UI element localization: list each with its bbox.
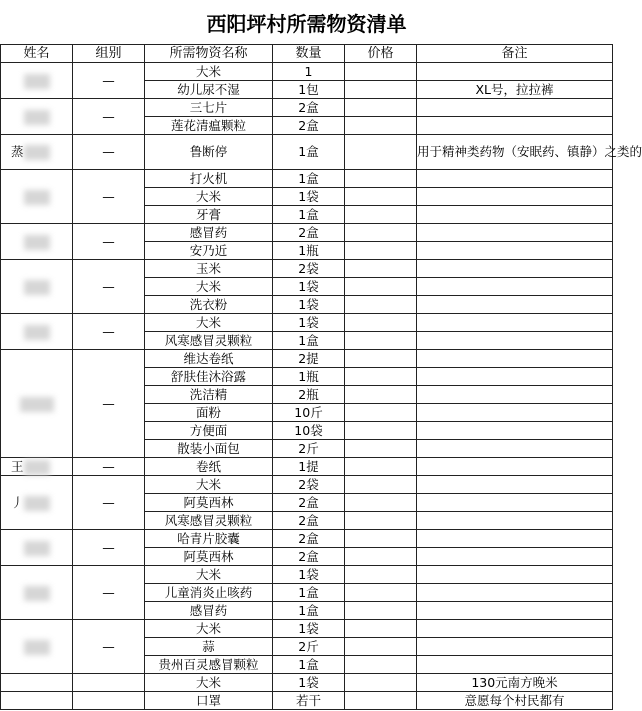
item-cell[interactable]: 阿莫西林 [145,494,273,512]
qty-cell[interactable]: 1 [273,63,345,81]
price-cell[interactable] [345,350,417,368]
header-row [1,45,613,63]
qty-cell[interactable]: 2斤 [273,638,345,656]
price-cell[interactable] [345,63,417,81]
price-cell[interactable] [345,584,417,602]
price-cell[interactable] [345,386,417,404]
item-cell[interactable]: 蒜 [145,638,273,656]
remark-cell[interactable] [417,512,613,530]
qty-cell[interactable]: 1包 [273,81,345,99]
redaction-blur [24,235,50,250]
remark-cell[interactable] [417,206,613,224]
qty-cell[interactable]: 1瓶 [273,242,345,260]
item-cell[interactable]: 舒肤佳沐浴露 [145,368,273,386]
price-cell[interactable] [345,674,417,692]
name-cell[interactable] [1,674,73,692]
qty-cell[interactable]: 1盒 [273,656,345,674]
name-fragment: 丿 [11,494,24,510]
group-cell[interactable]: — [73,458,145,476]
remark-cell[interactable] [417,566,613,584]
remark-cell[interactable] [417,63,613,81]
qty-cell[interactable]: 2提 [273,350,345,368]
remark-cell[interactable] [417,404,613,422]
remark-cell[interactable] [417,548,613,566]
price-cell[interactable] [345,117,417,135]
remark-cell[interactable] [417,638,613,656]
redaction-blur [24,325,50,340]
price-cell[interactable] [345,99,417,117]
remark-cell[interactable] [417,350,613,368]
item-cell[interactable]: 莲花清瘟颗粒 [145,117,273,135]
price-cell[interactable] [345,638,417,656]
qty-cell[interactable]: 1提 [273,458,345,476]
remark-cell[interactable] [417,296,613,314]
price-cell[interactable] [345,170,417,188]
price-cell[interactable] [345,656,417,674]
remark-cell[interactable] [417,242,613,260]
name-fragment: 王 [11,458,24,474]
name-cell-redacted[interactable] [1,566,73,620]
qty-cell[interactable]: 1盒 [273,206,345,224]
item-cell[interactable]: 洗洁精 [145,386,273,404]
qty-cell[interactable]: 10袋 [273,422,345,440]
remark-cell[interactable] [417,440,613,458]
price-cell[interactable] [345,422,417,440]
item-cell[interactable]: 维达卷纸 [145,350,273,368]
remark-cell[interactable] [417,494,613,512]
header-price[interactable]: 价格 [345,45,417,63]
name-cell-redacted[interactable] [1,135,73,170]
header-qty[interactable]: 数量 [273,45,345,63]
qty-cell[interactable]: 2瓶 [273,386,345,404]
price-cell[interactable] [345,332,417,350]
qty-cell[interactable]: 1盒 [273,332,345,350]
price-cell[interactable] [345,242,417,260]
item-cell[interactable]: 大米 [145,476,273,494]
qty-cell[interactable]: 2袋 [273,260,345,278]
name-cell-redacted[interactable] [1,170,73,224]
remark-cell[interactable] [417,314,613,332]
price-cell[interactable] [345,512,417,530]
remark-cell[interactable] [417,224,613,242]
qty-cell[interactable]: 2袋 [273,476,345,494]
remark-cell[interactable] [417,476,613,494]
table-row [1,692,613,710]
item-cell[interactable]: 风寒感冒灵颗粒 [145,332,273,350]
price-cell[interactable] [345,135,417,170]
price-cell[interactable] [345,404,417,422]
remark-cell[interactable]: 130元南方晚米 [417,674,613,692]
price-cell[interactable] [345,530,417,548]
price-cell[interactable] [345,692,417,710]
redaction-blur [24,496,50,511]
table-row [1,224,613,242]
price-cell[interactable] [345,188,417,206]
table-row [1,674,613,692]
item-cell[interactable]: 大米 [145,188,273,206]
remark-cell[interactable] [417,584,613,602]
remark-cell[interactable] [417,458,613,476]
group-cell[interactable]: — [73,260,145,314]
item-cell[interactable]: 打火机 [145,170,273,188]
group-cell[interactable] [73,674,145,692]
price-cell[interactable] [345,458,417,476]
group-cell[interactable]: — [73,350,145,458]
name-cell-redacted[interactable] [1,63,73,99]
item-cell[interactable]: 洗衣粉 [145,296,273,314]
remark-cell[interactable] [417,620,613,638]
group-cell[interactable]: — [73,224,145,260]
redaction-blur [24,280,50,295]
qty-cell[interactable]: 2盒 [273,224,345,242]
price-cell[interactable] [345,296,417,314]
item-cell[interactable]: 大米 [145,314,273,332]
name-cell-redacted[interactable] [1,224,73,260]
item-cell[interactable]: 大米 [145,63,273,81]
qty-cell[interactable]: 2盒 [273,548,345,566]
qty-cell[interactable]: 2斤 [273,440,345,458]
price-cell[interactable] [345,494,417,512]
remark-cell[interactable] [417,422,613,440]
remark-cell[interactable]: XL号，拉拉裤 [417,81,613,99]
item-cell[interactable]: 幼儿尿不湿 [145,81,273,99]
name-fragment: 蒸 [11,144,24,159]
qty-cell[interactable]: 1袋 [273,188,345,206]
price-cell[interactable] [345,368,417,386]
table-row [1,350,613,368]
qty-cell[interactable]: 2盒 [273,99,345,117]
remark-cell[interactable]: 用于精神类药物（安眠药、镇静）之类的 [417,135,613,170]
qty-cell[interactable]: 1盒 [273,170,345,188]
group-cell[interactable]: — [73,530,145,566]
table-row [1,566,613,584]
table-row [1,458,613,476]
table-row [1,530,613,548]
group-cell[interactable]: — [73,99,145,135]
sheet-title: 西阳坪村所需物资清单 [206,11,407,36]
item-cell[interactable]: 牙膏 [145,206,273,224]
price-cell[interactable] [345,314,417,332]
item-cell[interactable]: 感冒药 [145,224,273,242]
group-cell[interactable]: — [73,566,145,620]
qty-cell[interactable]: 1袋 [273,620,345,638]
item-cell[interactable]: 鲁断停 [145,135,273,170]
group-cell[interactable]: — [73,314,145,350]
qty-cell[interactable]: 1袋 [273,314,345,332]
redaction-blur [24,640,50,655]
name-cell-redacted[interactable] [1,99,73,135]
remark-cell[interactable] [417,656,613,674]
header-item[interactable]: 所需物资名称 [145,45,273,63]
qty-cell[interactable]: 1盒 [273,602,345,620]
price-cell[interactable] [345,206,417,224]
price-cell[interactable] [345,224,417,242]
header-group[interactable]: 组别 [73,45,145,63]
name-cell-redacted[interactable] [1,458,73,476]
item-cell[interactable]: 感冒药 [145,602,273,620]
item-cell[interactable]: 贵州百灵感冒颗粒 [145,656,273,674]
price-cell[interactable] [345,81,417,99]
price-cell[interactable] [345,602,417,620]
name-cell-redacted[interactable] [1,260,73,314]
name-cell-redacted[interactable] [1,476,73,530]
qty-cell[interactable]: 1瓶 [273,368,345,386]
table-row [1,476,613,494]
remark-cell[interactable] [417,260,613,278]
item-cell[interactable]: 玉米 [145,260,273,278]
qty-cell[interactable]: 若干 [273,692,345,710]
remark-cell[interactable] [417,99,613,117]
qty-cell[interactable]: 1袋 [273,566,345,584]
table-row [1,170,613,188]
remark-cell[interactable] [417,368,613,386]
item-cell[interactable]: 风寒感冒灵颗粒 [145,512,273,530]
table-row [1,314,613,332]
item-cell[interactable]: 大米 [145,566,273,584]
group-cell[interactable]: — [73,170,145,224]
remark-cell[interactable] [417,188,613,206]
item-cell[interactable]: 阿莫西林 [145,548,273,566]
group-cell[interactable]: — [73,620,145,674]
qty-cell[interactable]: 1盒 [273,584,345,602]
qty-cell[interactable]: 2盒 [273,512,345,530]
item-cell[interactable]: 三七片 [145,99,273,117]
price-cell[interactable] [345,476,417,494]
item-cell[interactable]: 卷纸 [145,458,273,476]
item-cell[interactable]: 面粉 [145,404,273,422]
qty-cell[interactable]: 1盒 [273,135,345,170]
price-cell[interactable] [345,440,417,458]
table-row [1,260,613,278]
redaction-blur [24,145,50,160]
group-cell[interactable]: — [73,476,145,530]
table-row [1,63,613,81]
price-cell[interactable] [345,620,417,638]
name-cell-redacted[interactable] [1,314,73,350]
item-cell[interactable]: 口罩 [145,692,273,710]
name-cell[interactable] [1,692,73,710]
remark-cell[interactable] [417,530,613,548]
name-cell-redacted[interactable] [1,530,73,566]
price-cell[interactable] [345,260,417,278]
item-cell[interactable]: 散装小面包 [145,440,273,458]
item-cell[interactable]: 安乃近 [145,242,273,260]
qty-cell[interactable]: 2盒 [273,117,345,135]
remark-cell[interactable] [417,170,613,188]
redaction-blur [24,586,50,601]
item-cell[interactable]: 大米 [145,278,273,296]
redaction-blur [24,190,50,205]
table-row [1,99,613,117]
qty-cell[interactable]: 1袋 [273,278,345,296]
redaction-blur [24,460,50,475]
redaction-blur [20,397,54,412]
name-cell-redacted[interactable] [1,620,73,674]
header-name[interactable]: 姓名 [1,45,73,63]
item-cell[interactable]: 方便面 [145,422,273,440]
item-cell[interactable]: 儿童消炎止咳药 [145,584,273,602]
supplies-table [0,44,642,710]
redaction-blur [24,74,50,89]
qty-cell[interactable]: 1袋 [273,674,345,692]
remark-cell[interactable] [417,602,613,620]
group-cell[interactable]: — [73,135,145,170]
item-cell[interactable]: 大米 [145,674,273,692]
name-cell-redacted[interactable] [1,350,73,458]
table-row [1,620,613,638]
price-cell[interactable] [345,548,417,566]
redaction-blur [24,541,50,556]
qty-cell[interactable]: 2盒 [273,494,345,512]
price-cell[interactable] [345,278,417,296]
group-cell[interactable]: — [73,63,145,99]
header-remark[interactable]: 备注 [417,45,613,63]
item-cell[interactable]: 大米 [145,620,273,638]
redaction-blur [24,110,50,125]
remark-cell[interactable] [417,117,613,135]
price-cell[interactable] [345,566,417,584]
remark-cell[interactable] [417,386,613,404]
qty-cell[interactable]: 2盒 [273,530,345,548]
group-cell[interactable] [73,692,145,710]
remark-cell[interactable] [417,278,613,296]
item-cell[interactable]: 哈青片胶囊 [145,530,273,548]
table-row [1,135,613,170]
qty-cell[interactable]: 1袋 [273,296,345,314]
qty-cell[interactable]: 10斤 [273,404,345,422]
remark-cell[interactable]: 意愿每个村民都有 [417,692,613,710]
remark-cell[interactable] [417,332,613,350]
